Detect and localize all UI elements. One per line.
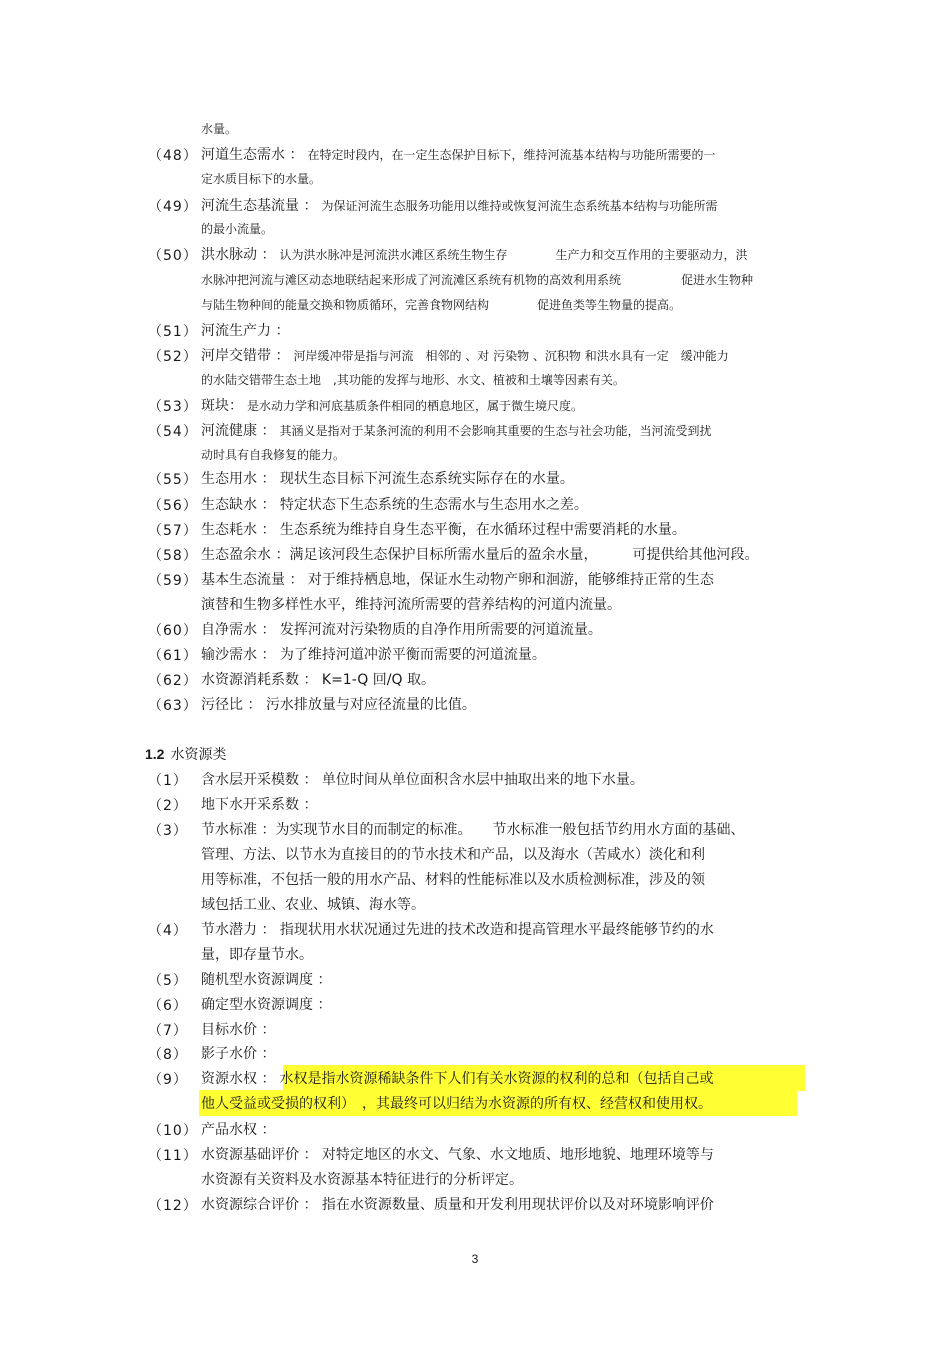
- entry-number: （48）: [148, 148, 198, 164]
- entry-number: （55）: [148, 472, 198, 488]
- entry-number: （2）: [148, 798, 188, 814]
- entry-definition: 认为洪水脉冲是河流洪水滩区系统生物生存 生产力和交互作用的主要驱动力，洪: [279, 248, 748, 262]
- entry-term: 产品水权 ：: [201, 1122, 276, 1138]
- entry-term: 的水陆交错带生态土地 ,其功能的发挥与地形、水文、植被和土壤等因素有关。: [201, 373, 625, 387]
- entry-text: [201, 695, 476, 714]
- entry-term: 输沙需水 ： 为了维持河道冲淤平衡而需要的河道流量。: [201, 647, 546, 663]
- entry-text: [201, 1069, 713, 1088]
- entry-number: （61）: [148, 648, 198, 664]
- entry-text: [201, 245, 747, 264]
- entry-term: 水资源综合评价 ： 指在水资源数量、质量和开发利用现状评价以及对环境影响评价: [201, 1197, 714, 1213]
- entry-text: [201, 520, 686, 539]
- entry-text: [201, 145, 715, 164]
- entry-term: 生态缺水 ： 特定状态下生态系统的生态需水与生态用水之差。: [201, 497, 588, 513]
- entry-term: 水资源有关资料及水资源基本特征进行的分析评定。: [201, 1172, 523, 1188]
- entry-text: [201, 1145, 714, 1164]
- entry-text: [201, 1020, 275, 1039]
- entry-text: [201, 670, 435, 689]
- entry-text: [201, 370, 625, 389]
- entry-term: 基本生态流量 ： 对于维持栖息地，保证水生动物产卵和洄游，能够维持正常的生态: [201, 572, 714, 588]
- entry-term: 节水标准 ：为实现节水目的而制定的标准。 节水标准一般包括节约用水方面的基础、: [201, 822, 745, 838]
- entry-text: [201, 945, 313, 964]
- entry-text: [201, 545, 758, 564]
- entry-number: （56）: [148, 498, 198, 514]
- entry-term: 的最小流量。: [201, 222, 274, 236]
- entry-text: [201, 196, 717, 215]
- entry-number: （51）: [148, 324, 198, 340]
- entry-term: 量，即存量节水。: [201, 947, 313, 963]
- entry-text: [201, 1195, 714, 1214]
- entry-term: 管理、方法、以节水为直接目的的节水技术和产品，以及海水（苦咸水）淡化和利: [201, 847, 705, 863]
- entry-text: [201, 270, 753, 289]
- entry-number: （57）: [148, 523, 198, 539]
- section-number: 1.2: [145, 746, 165, 762]
- entry-term: 洪水脉动 ：: [201, 247, 276, 263]
- entry-term: 资源水权 ：: [201, 1071, 276, 1087]
- entry-number: （1）: [148, 773, 188, 789]
- entry-term: 污径比 ： 污水排放量与对应径流量的比值。: [201, 697, 476, 713]
- entry-term: 确定型水资源调度 ：: [201, 997, 332, 1013]
- entry-text: [201, 620, 602, 639]
- entry-number: （5）: [148, 973, 188, 989]
- entry-text: [201, 920, 714, 939]
- entry-term: 生态用水 ： 现状生态目标下河流生态系统实际存在的水量。: [201, 471, 574, 487]
- entry-text: [201, 169, 321, 188]
- entry-text: [201, 321, 289, 340]
- entry-definition: 是水动力学和河底基质条件相同的栖息地区，属于微生境尺度。: [247, 399, 584, 413]
- entry-text: [201, 346, 729, 365]
- entry-text: [201, 495, 588, 514]
- entry-number: （49）: [148, 199, 198, 215]
- entry-text: [201, 770, 644, 789]
- entry-term: 河流生产力 ：: [201, 323, 290, 339]
- entry-number: （6）: [148, 998, 188, 1014]
- entry-text: [201, 219, 273, 238]
- entry-definition: 为保证河流生态服务功能用以维持或恢复河流生态系统基本结构与功能所需: [321, 199, 718, 213]
- entry-text: [201, 995, 331, 1014]
- entry-text: [201, 295, 681, 314]
- entry-term: 河流生态基流量 ：: [201, 198, 318, 214]
- entry-term: 水量。: [201, 122, 238, 136]
- entry-definition: 水权是指水资源稀缺条件下人们有关水资源的权利的总和（包括自己或: [279, 1071, 714, 1087]
- entry-term: 目标水价 ：: [201, 1022, 276, 1038]
- entry-term: 演替和生物多样性水平，维持河流所需要的营养结构的河道内流量。: [201, 597, 621, 613]
- page-number: 3: [471, 1252, 479, 1266]
- entry-number: （12）: [148, 1198, 198, 1214]
- entry-term: 自净需水 ： 发挥河流对污染物质的自净作用所需要的河道流量。: [201, 622, 602, 638]
- entry-term: 生态盈余水 ：满足该河段生态保护目标所需水量后的盈余水量， 可提供给其他河段。: [201, 547, 759, 563]
- entry-term: 水脉冲把河流与滩区动态地联结起来形成了河流滩区系统有机物的高效利用系统 促进水生物种: [201, 273, 754, 287]
- entry-text: [201, 1094, 712, 1113]
- entry-number: （10）: [148, 1123, 198, 1139]
- entry-term: 生态耗水 ： 生态系统为维持自身生态平衡，在水循环过程中需要消耗的水量。: [201, 522, 686, 538]
- entry-term: 他人受益或受损的权利） ，其最终可以归结为水资源的所有权、经营权和使用权。: [201, 1096, 712, 1112]
- entry-number: （11）: [148, 1148, 198, 1164]
- entry-number: （4）: [148, 923, 188, 939]
- entry-number: （63）: [148, 698, 198, 714]
- entry-text: [201, 1044, 275, 1063]
- entry-term: 域包括工业、农业、城镇、海水等。: [201, 897, 425, 913]
- section-heading: [145, 744, 226, 764]
- entry-text: [201, 445, 345, 464]
- entry-number: （7）: [148, 1023, 188, 1039]
- entry-text: [201, 421, 711, 440]
- entry-definition: 河岸缓冲带是指与河流 相邻的 、对 污染物 、沉积物 和洪水具有一定 缓冲能力: [293, 349, 729, 363]
- entry-term: 节水潜力 ： 指现状用水状况通过先进的技术改造和提高管理水平最终能够节约的水: [201, 922, 714, 938]
- entry-term: 动时具有自我修复的能力。: [201, 448, 346, 462]
- entry-number: （52）: [148, 349, 198, 365]
- entry-term: 定水质目标下的水量。: [201, 172, 322, 186]
- entry-number: （62）: [148, 673, 198, 689]
- entry-text: [201, 820, 744, 839]
- entry-term: 影子水价 ：: [201, 1046, 276, 1062]
- entry-term: 斑块：: [201, 398, 243, 414]
- entry-text: [201, 970, 331, 989]
- entry-number: （8）: [148, 1047, 188, 1063]
- entry-text: [201, 795, 317, 814]
- section-title: 水资源类: [170, 747, 227, 763]
- entry-text: [201, 469, 574, 488]
- entry-term: 随机型水资源调度 ：: [201, 972, 332, 988]
- entry-definition: 在特定时段内，在一定生态保护目标下，维持河流基本结构与功能所需要的一: [307, 148, 716, 162]
- entry-text: [201, 1170, 523, 1189]
- entry-term: 地下水开采系数 ：: [201, 797, 318, 813]
- entry-text: [201, 870, 705, 889]
- entry-text: [201, 845, 705, 864]
- entry-number: （58）: [148, 548, 198, 564]
- entry-text: [201, 570, 714, 589]
- entry-term: 水资源消耗系数 ： K=1-Q 回/Q 取。: [201, 672, 435, 688]
- entry-term: 与陆生物种间的能量交换和物质循环，完善食物网结构 促进鱼类等生物量的提高。: [201, 298, 682, 312]
- entry-term: 河岸交错带 ：: [201, 348, 290, 364]
- entry-number: （50）: [148, 248, 198, 264]
- entry-text: [201, 895, 425, 914]
- entry-term: 河流健康 ：: [201, 423, 276, 439]
- entry-number: （59）: [148, 573, 198, 589]
- entry-term: 用等标准，不包括一般的用水产品、材料的性能标准以及水质检测标准，涉及的领: [201, 872, 705, 888]
- entry-text: [201, 396, 583, 415]
- entry-term: 含水层开采模数 ： 单位时间从单位面积含水层中抽取出来的地下水量。: [201, 772, 644, 788]
- entry-definition: 其涵义是指对于某条河流的利用不会影响其重要的生态与社会功能，当河流受到扰: [279, 424, 712, 438]
- entry-text: [201, 119, 237, 138]
- entry-term: 河道生态需水 ：: [201, 147, 304, 163]
- entry-text: [201, 595, 621, 614]
- entry-text: [201, 1120, 275, 1139]
- entry-number: （9）: [148, 1072, 188, 1088]
- entry-number: （53）: [148, 399, 198, 415]
- entry-number: （60）: [148, 623, 198, 639]
- entry-term: 水资源基础评价 ： 对特定地区的水文、气象、水文地质、地形地貌、地理环境等与: [201, 1147, 714, 1163]
- entry-number: （54）: [148, 424, 198, 440]
- entry-number: （3）: [148, 823, 188, 839]
- entry-text: [201, 645, 546, 664]
